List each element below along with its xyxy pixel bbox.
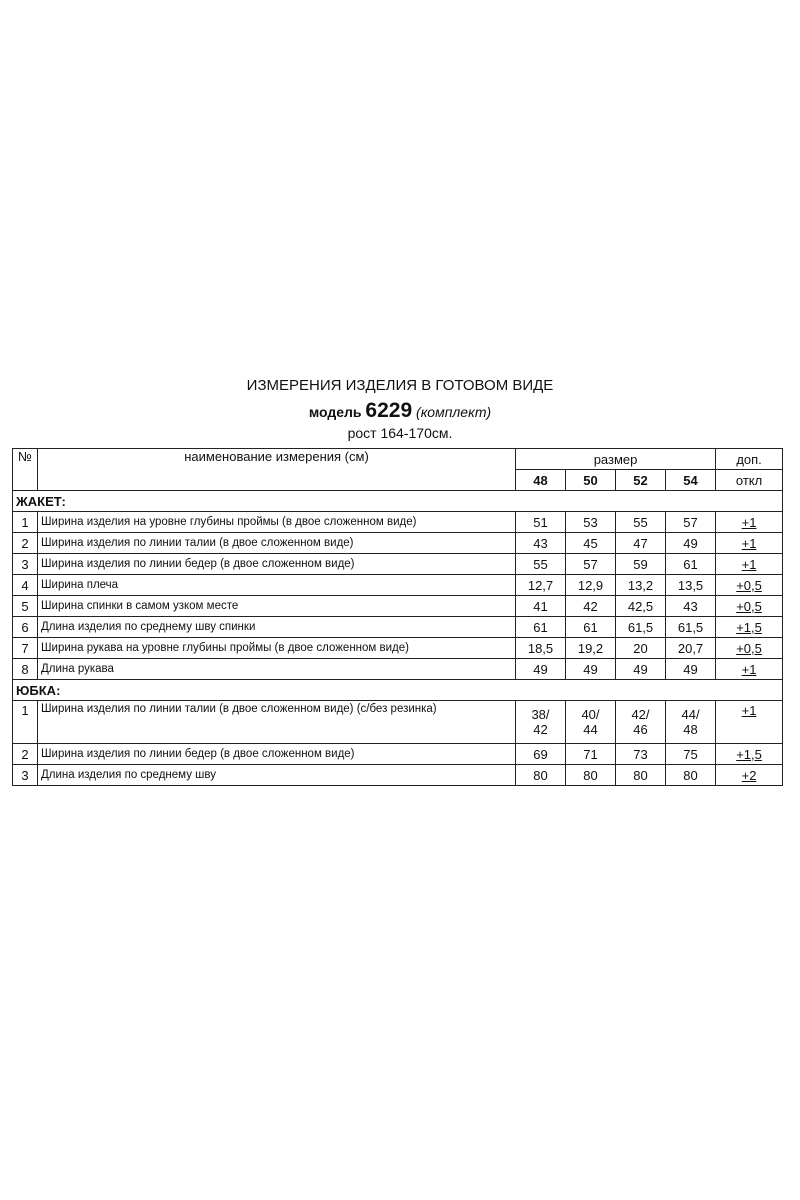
col-tol-header-1: доп.: [716, 449, 783, 470]
value-size-52: [616, 701, 666, 744]
value-line-2: 46: [633, 722, 648, 737]
col-name-header: наименование измерения (см): [38, 449, 516, 491]
value-size-52: 73: [616, 744, 666, 765]
tolerance: [716, 617, 783, 638]
row-number: 4: [13, 575, 38, 596]
value-size-54: 80: [666, 765, 716, 786]
section-title: ЮБКА:: [13, 680, 783, 701]
model-line: [0, 399, 800, 424]
value-size-50: 53: [566, 512, 616, 533]
value-line-1: 42/: [631, 707, 650, 722]
measurement-name: Ширина рукава на уровне глубины проймы (в двое сложенном виде): [38, 638, 516, 659]
row-number: 1: [13, 512, 38, 533]
value-size-52: 20: [616, 638, 666, 659]
value-size-50: 71: [566, 744, 616, 765]
tolerance-value: +2: [741, 767, 757, 783]
header-row-1: [13, 449, 783, 470]
size-48-header: 48: [516, 470, 566, 491]
value-line-2: 48: [683, 722, 698, 737]
tolerance-value: +0,5: [736, 640, 762, 656]
size-52-header: 52: [616, 470, 666, 491]
measurement-name: Ширина плеча: [38, 575, 516, 596]
value-size-50: 42: [566, 596, 616, 617]
value-size-48: 12,7: [516, 575, 566, 596]
value-size-54: 57: [666, 512, 716, 533]
measurement-name: Ширина изделия по линии бедер (в двое сложенном виде): [38, 554, 516, 575]
tolerance: [716, 533, 783, 554]
value-size-54: 49: [666, 533, 716, 554]
document-header: [0, 376, 800, 442]
table-row: [13, 596, 783, 617]
row-number: 5: [13, 596, 38, 617]
table-row: [13, 765, 783, 786]
value-line-1: 44/: [681, 707, 700, 722]
table-row: [13, 575, 783, 596]
tolerance: [716, 701, 783, 744]
value-size-48: [516, 701, 566, 744]
row-number: 7: [13, 638, 38, 659]
row-number: 1: [13, 701, 38, 744]
tolerance: [716, 638, 783, 659]
value-size-52: 49: [616, 659, 666, 680]
value-size-50: 12,9: [566, 575, 616, 596]
value-size-52: 61,5: [616, 617, 666, 638]
table-row: [13, 617, 783, 638]
height-range: рост 164-170см.: [347, 425, 453, 441]
tolerance-value: +1: [741, 535, 757, 551]
tolerance: [716, 512, 783, 533]
value-size-48: 18,5: [516, 638, 566, 659]
value-size-54: 75: [666, 744, 716, 765]
tolerance-value: +1: [741, 703, 757, 718]
value-size-50: 57: [566, 554, 616, 575]
row-number: 2: [13, 533, 38, 554]
measurement-name: Длина рукава: [38, 659, 516, 680]
table-row: [13, 701, 783, 744]
value-size-50: 19,2: [566, 638, 616, 659]
tolerance-value: +0,5: [736, 598, 762, 614]
col-size-header: размер: [516, 449, 716, 470]
value-size-52: 59: [616, 554, 666, 575]
value-size-52: 47: [616, 533, 666, 554]
value-size-48: 51: [516, 512, 566, 533]
value-size-48: 55: [516, 554, 566, 575]
value-size-48: 43: [516, 533, 566, 554]
measurement-name: Ширина изделия на уровне глубины проймы (в двое сложенном виде): [38, 512, 516, 533]
tolerance-value: +1: [741, 556, 757, 572]
tolerance: [716, 744, 783, 765]
tolerance: [716, 554, 783, 575]
table-row: [13, 744, 783, 765]
value-size-54: [666, 701, 716, 744]
measurements-table: [12, 448, 783, 786]
col-no-header: №: [13, 449, 38, 491]
measurement-name: Ширина спинки в самом узком месте: [38, 596, 516, 617]
row-number: 6: [13, 617, 38, 638]
value-line-1: 40/: [581, 707, 600, 722]
table-row: [13, 554, 783, 575]
value-size-50: 80: [566, 765, 616, 786]
value-size-48: 80: [516, 765, 566, 786]
value-line-2: 44: [583, 722, 598, 737]
size-54-header: 54: [666, 470, 716, 491]
value-size-50: [566, 701, 616, 744]
value-size-50: 49: [566, 659, 616, 680]
tolerance-value: +0,5: [736, 577, 762, 593]
value-size-52: 55: [616, 512, 666, 533]
value-size-48: 69: [516, 744, 566, 765]
value-size-48: 49: [516, 659, 566, 680]
tolerance: [716, 596, 783, 617]
tolerance-value: +1: [741, 514, 757, 530]
table-row: [13, 512, 783, 533]
measurement-name: Длина изделия по среднему шву: [38, 765, 516, 786]
section-row: [13, 491, 783, 512]
tolerance-value: +1: [741, 661, 757, 677]
table-row: [13, 533, 783, 554]
measurement-name: Длина изделия по среднему шву спинки: [38, 617, 516, 638]
value-size-48: 41: [516, 596, 566, 617]
section-row: [13, 680, 783, 701]
col-tol-header-2: откл: [716, 470, 783, 491]
tolerance-value: +1,5: [736, 619, 762, 635]
tolerance: [716, 659, 783, 680]
value-line-2: 42: [533, 722, 548, 737]
table-row: [13, 638, 783, 659]
row-number: 3: [13, 765, 38, 786]
model-kit: (комплект): [416, 404, 492, 420]
measurement-name: Ширина изделия по линии бедер (в двое сложенном виде): [38, 744, 516, 765]
value-size-54: 49: [666, 659, 716, 680]
section-title: ЖАКЕТ:: [13, 491, 783, 512]
table-row: [13, 659, 783, 680]
value-size-54: 61,5: [666, 617, 716, 638]
tolerance-value: +1,5: [736, 746, 762, 762]
value-size-54: 13,5: [666, 575, 716, 596]
value-size-54: 20,7: [666, 638, 716, 659]
model-number: 6229: [365, 399, 413, 422]
model-label: модель: [308, 404, 362, 420]
row-number: 2: [13, 744, 38, 765]
value-size-50: 61: [566, 617, 616, 638]
tolerance: [716, 575, 783, 596]
value-size-54: 43: [666, 596, 716, 617]
value-size-52: 80: [616, 765, 666, 786]
tolerance: [716, 765, 783, 786]
value-size-48: 61: [516, 617, 566, 638]
row-number: 3: [13, 554, 38, 575]
value-size-50: 45: [566, 533, 616, 554]
size-50-header: 50: [566, 470, 616, 491]
value-size-52: 13,2: [616, 575, 666, 596]
document-title: ИЗМЕРЕНИЯ ИЗДЕЛИЯ В ГОТОВОМ ВИДЕ: [246, 377, 554, 394]
measurement-name: Ширина изделия по линии талии (в двое сложенном виде) (с/без резинка): [38, 701, 516, 744]
value-size-52: 42,5: [616, 596, 666, 617]
value-size-54: 61: [666, 554, 716, 575]
value-line-1: 38/: [531, 707, 550, 722]
measurement-name: Ширина изделия по линии талии (в двое сложенном виде): [38, 533, 516, 554]
row-number: 8: [13, 659, 38, 680]
